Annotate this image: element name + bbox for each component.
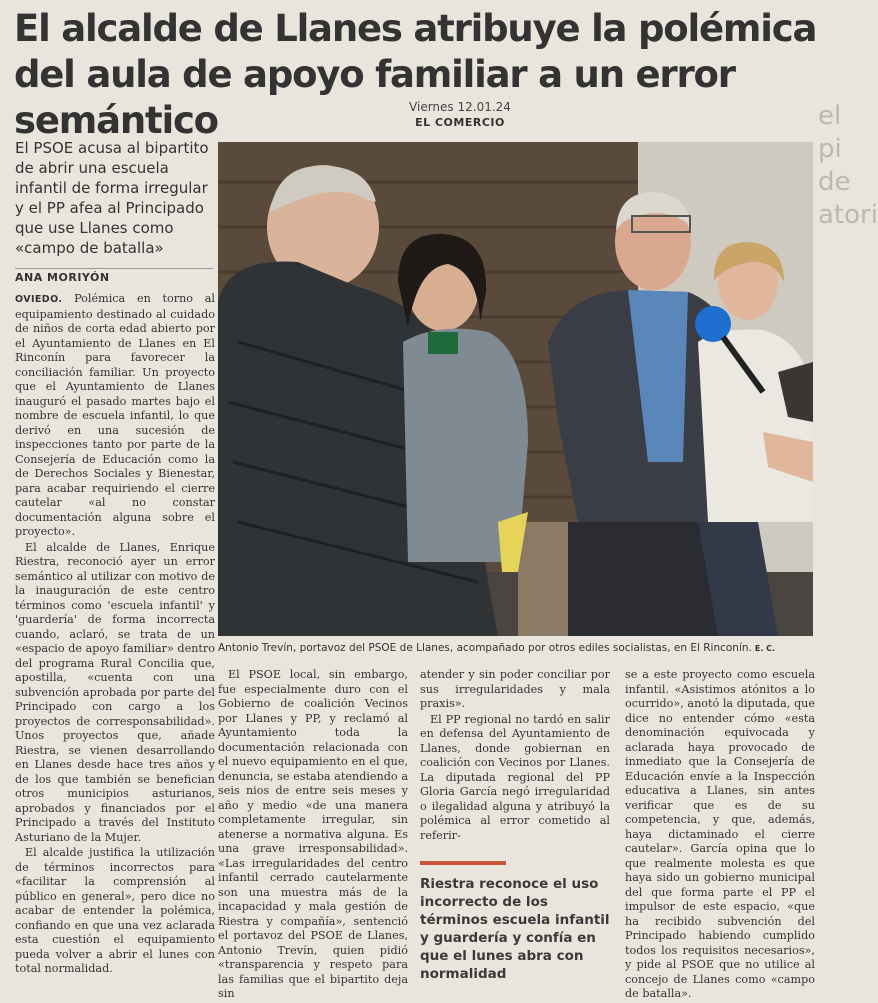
body-column-2 — [218, 668, 408, 1003]
body-column-4 — [625, 668, 815, 1003]
bleed-line: atori — [818, 200, 878, 230]
photo-caption — [218, 641, 818, 656]
body-column-1 — [15, 292, 215, 978]
publication-date: Viernes 12.01.24 — [409, 100, 511, 114]
caption-text: Antonio Trevín, portavoz del PSOE de Llanes, acompañado por otros ediles socialistas, en El Rinconín. — [218, 642, 752, 654]
adjacent-article-bleed — [818, 100, 878, 230]
byline: ANA MORIYÓN — [15, 268, 213, 284]
paragraph: El alcalde de Llanes, Enrique Riestra, reconoció ayer un error semántico al utilizar con motivo de la inauguración de este centro términos como 'escuela infantil' y 'guardería' de forma incorrecta cuando, aclaró, se trata de un «espacio de apoyo familiar» dentro del programa Rural Concilia que, apostilla, «cuenta con una subvención aprobada por parte del Principado con cargo a los proyectos de corresponsabilidad». Unos proyectos que, añade Riestra, se vienen desarrollando en Llanes desde hace tres años y de los que también se benefician otros municipios asturianos, aprobados y financiados por el Principado a través del Instituto Asturiano de la Mujer. — [15, 540, 215, 844]
paragraph: El PP regional no tardó en salir en defensa del Ayuntamiento de Llanes, donde gobiernan en coalición con Vecinos por Llanes. La diputada regional del PP Gloria García negó irregularidad o ilegalidad alguna y atribuyó la polémica al error cometido al referir- — [420, 712, 610, 842]
paragraph: se a este proyecto como escuela infantil. «Asistimos atónitos a lo ocurrido», anotó la diputada, que dice no entender cómo «esta denominación equivocada y aclarada haya provocado de inmediato que la Consejería de Educación envíe a la Inspección educativa a Llanes, sin antes verificar que es de su competencia, y que, además, haya dictaminado el cierre cautelar». García opina que lo que realmente molesta es que haya sido un gobierno municipal del que forma parte el PP el impulsor de este espacio, «que ha recibido subvención del Principado habiendo cumplido todos los requisitos necesarios», y pide al PSOE que no utilice al concejo de Llanes como «campo de batalla». — [625, 668, 815, 1000]
pullquote: Riestra reconoce el uso incorrecto de los términos escuela infantil y guardería y confía en que el lunes abra con normalidad — [420, 876, 610, 982]
dateline — [405, 100, 515, 130]
paragraph-text: Polémica en torno al equipamiento destinado al cuidado de niños de corta edad abierto por el Ayuntamiento de Llanes en El Rinconín para favorecer la conciliación familiar. Un proyecto que el Ayuntamiento de Llanes inauguró el pasado martes bajo el nombre de escuela infantil, lo que derivó en una sucesión de inspecciones tanto por parte de la Consejería de Educación como la de Derechos Sociales y Bienestar, para acabar requiriendo el cierre cautelar «al no constar documentación alguna sobre el proyecto». — [15, 292, 215, 538]
bleed-line: el pi — [818, 101, 842, 164]
body-column-3 — [420, 668, 610, 844]
newspaper-name: EL COMERCIO — [415, 116, 505, 129]
paragraph: El PSOE local, sin embargo, fue especialmente duro con el Gobierno de coalición Vecinos por Llanes y PP, y reclamó al Ayuntamiento toda la documentación relacionada con el nuevo equipamiento en el que, denuncia, se estaba atendiendo a seis nios de entre seis meses y año y medio «de una manera completamente irregular, sin atenerse a normativa alguna. Es una grave irresponsabilidad». «Las irregularidades del centro infantil cerrado cautelarmente son una muestra más de la incapacidad y mala gestión de Riestra y compañía», sentenció el portavoz del PSOE de Llanes, Antonio Trevín, quien pidió «transparencia y respeto para las familias que el bipartito deja sin — [218, 668, 408, 1000]
city-dateline: OVIEDO. — [15, 294, 63, 305]
bleed-line: de — [818, 167, 851, 197]
photo-illustration — [218, 142, 813, 636]
news-photo — [218, 142, 813, 636]
paragraph — [15, 292, 215, 540]
photo-credit: E. C. — [754, 644, 776, 653]
headline: El alcalde de Llanes atribuye la polémica del aula de apoyo familiar a un error semántico — [14, 7, 817, 142]
paragraph: atender y sin poder conciliar por sus irregularidades y mala praxis». — [420, 668, 610, 710]
pullquote-rule — [420, 861, 506, 865]
paragraph: El alcalde justifica la utilización de términos incorrectos para «facilitar la comprensión al público en general», pero dice no acabar de entender la polémica, confiando en que una vez aclarada esta cuestión el equipamiento pueda volver a abrir el lunes con total normalidad. — [15, 846, 215, 975]
subtitle: El PSOE acusa al bipartito de abrir una escuela infantil de forma irregular y el PP afea al Principado que use Llanes como «campo de batalla» — [15, 139, 209, 257]
